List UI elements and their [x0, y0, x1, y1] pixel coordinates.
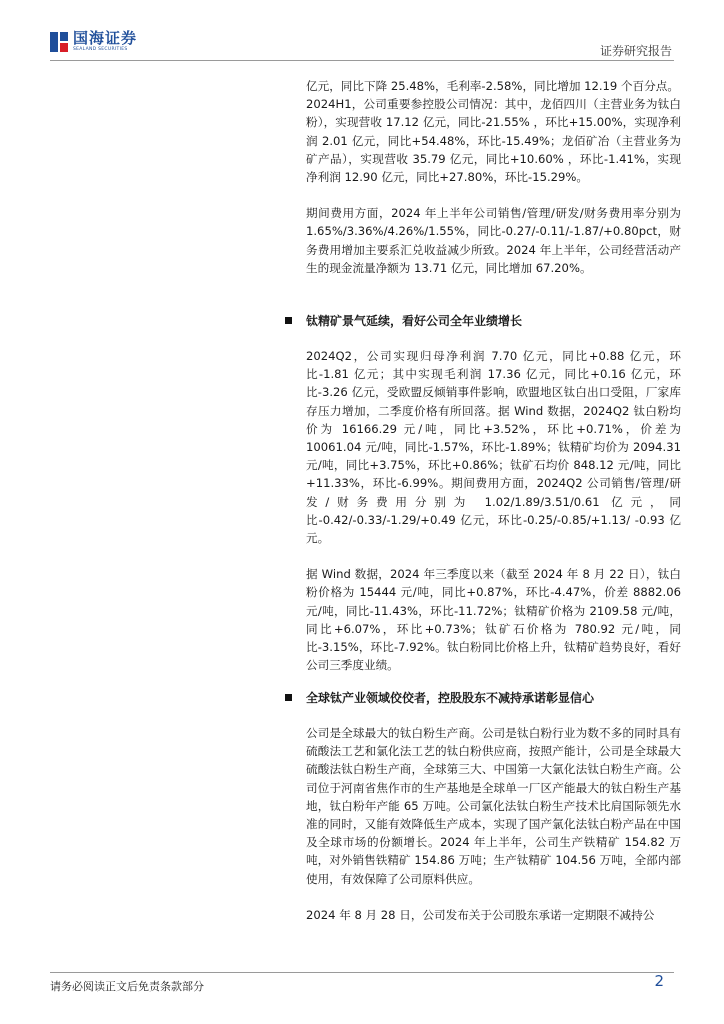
paragraph-expenses: 期间费用方面，2024 年上半年公司销售/管理/研发/财务费用率分别为 1.65%/3.36%/4.26%/1.55%，同比-0.27/-0.11/-1.87/+0.80pct，财务费用增加主要系汇兑收益减少所致。2024 年上半年，公司经营活动产生的现金流量净额为 13.71 亿元，同比增加 67.20%。: [306, 206, 681, 275]
paragraph-h1-summary-1: 亿元，同比下降 25.48%，毛利率-2.58%，同比增加 12.19 个百分点。: [306, 79, 679, 93]
paragraph-q3-prices: 据 Wind 数据，2024 年三季度以来（截至 2024 年 8 月 22 日），钛白粉价格为 15444 元/吨，同比+0.87%，环比-4.47%，价差 8882.06 元/吨，同比-11.43%，环比-11.72%；钛精矿价格为 2109.58 元/吨，同比+6.07%，环比+0.73%；钛矿石价格为 780.92 元/吨，同比-3.15%，环比-7.92%。钛白粉同比价格上升，钛精矿趋势良好，看好公司三季度业绩。: [306, 567, 681, 673]
paragraph-company-profile: 公司是全球最大的钛白粉生产商。公司是钛白粉行业为数不多的同时具有硫酸法工艺和氯化法工艺的钛白粉供应商，按照产能计，公司是全球最大硫酸法钛白粉生产商，全球第三大、中国第一大氯化法钛白粉生产商。公司位于河南省焦作市的生产基地是全球单一厂区产能最大的钛白粉生产基地，钛白粉年产能 65 万吨。公司氯化法钛白粉生产技术比肩国际领先水准的同时，又能有效降低生产成本，实现了国产氯化法钛白粉产品在中国及全球市场的份额增长。2024 年上半年，公司生产铁精矿 154.82 万吨，对外销售铁精矿 154.86 万吨；生产钛精矿 104.56 万吨，全部内部使用，有效保障了公司原料供应。: [306, 726, 681, 886]
section-1-content: [306, 347, 681, 674]
page-header: [0, 0, 724, 62]
paragraph-shareholder-commitment: 2024 年 8 月 28 日，公司发布关于公司股东承诺一定期限不减持公: [306, 907, 655, 922]
footer-divider: [50, 972, 674, 973]
disclaimer-note: 请务必阅读正文后免责条款部分: [50, 980, 204, 993]
company-logo: [50, 30, 137, 54]
square-bullet-icon: [285, 317, 292, 324]
page-number: 2: [654, 972, 664, 990]
section-title: 全球钛产业领域佼佼者，控股股东不减持承诺彰显信心: [306, 691, 595, 705]
section-title: 钛精矿景气延续，看好公司全年业绩增长: [306, 314, 523, 328]
paragraph-h1-summary-2: 2024H1，公司重要参控股公司情况：其中，龙佰四川（主营业务为钛白粉），实现营收 17.12 亿元，同比-21.55% ，环比+15.00%，实现净利润 2.01 亿元，同比+54.48%，环比-15.49%；龙佰矿冶（主营业务为矿产品），实现营收 35.79 亿元，同比+10.60% ，环比-1.41%，实现净利润 12.90 亿元，同比+27.80%，环比-15.29%。: [306, 97, 681, 185]
report-type-label: 证券研究报告: [599, 44, 672, 58]
section-heading-1: [285, 312, 685, 329]
section-2-content: [306, 724, 681, 924]
main-content: [306, 77, 681, 277]
header-divider: [50, 60, 674, 61]
square-bullet-icon: [285, 694, 292, 701]
logo-name-cn: 国海证券: [73, 29, 138, 48]
paragraph-q2-results: 2024Q2，公司实现归母净利润 7.70 亿元，同比+0.88 亿元，环比-1.81 亿元；其中实现毛利润 17.36 亿元，同比+0.16 亿元，环比-3.26 亿元，受欧盟反倾销事件影响，欧盟地区钛白出口受阻，厂家库存压力增加，二季度价格有所回落。据 Wind 数据，2024Q2 钛白粉均价为 16166.29 元/吨，同比+3.52%，环比+0.71%，价差为 10061.04 元/吨，同比-1.57%，环比-1.89%；钛精矿均价为 2094.31 元/吨，同比+3.75%，环比+0.86%；钛矿石均价 848.12 元/吨，同比+11.33%，环比-6.99%。期间费用方面，2024Q2 公司销售/管理/研发/财务费用分别为 1.02/1.89/3.51/0.61 亿元，同比-0.42/-0.33/-1.29/+0.49 亿元，环比-0.25/-0.85/+1.13/ -0.93 亿元。: [306, 349, 681, 546]
section-heading-2: [285, 689, 685, 706]
logo-mark-icon: [50, 32, 68, 52]
logo-name-en: SEALAND SECURITIES: [73, 47, 128, 53]
